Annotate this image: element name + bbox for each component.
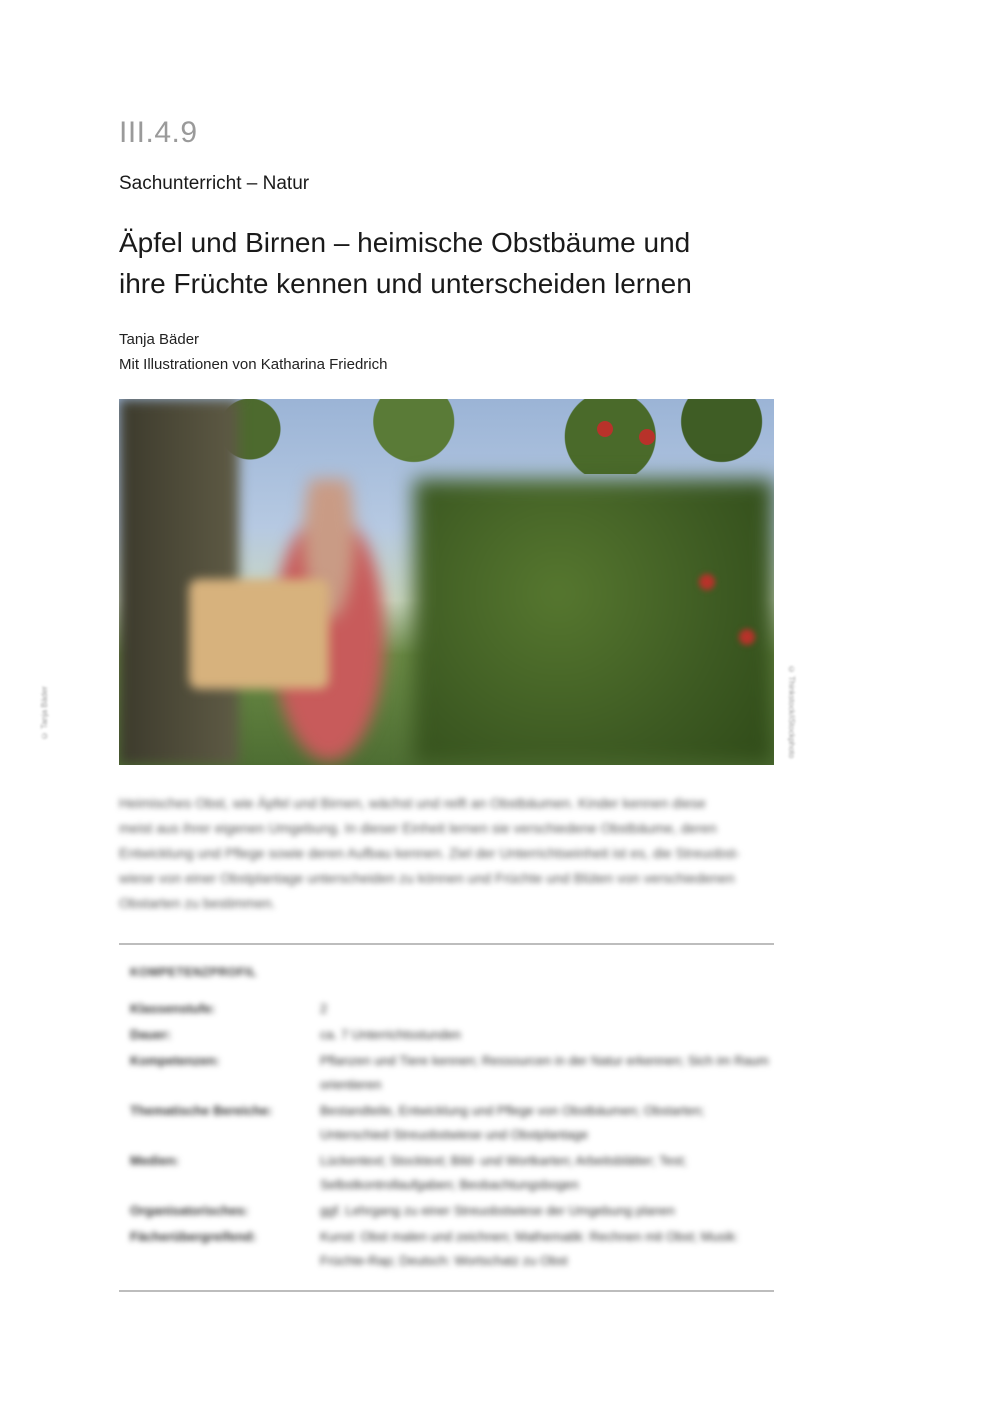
title-line-1: Äpfel und Birnen – heimische Obstbäume und: [119, 227, 691, 258]
table-row: [130, 1099, 770, 1149]
profile-key: Klassenstufe:: [130, 1001, 216, 1016]
profile-value: 2: [320, 1001, 328, 1016]
profile-value: Lückentext; Stocktext; Bild- und Wortkarten; Arbeitsblätter; Test; Selbstkontrollaufgaben; Beobachtungsbogen: [320, 1153, 687, 1192]
profile-key: Medien:: [130, 1153, 180, 1168]
subject-line: Sachunterricht – Natur: [119, 173, 310, 194]
author: Tanja Bäder: [119, 331, 200, 348]
profile-table: [130, 997, 770, 1275]
profile-key: Thematische Bereiche:: [130, 1103, 273, 1118]
photo-apple: [699, 574, 715, 590]
table-row: [130, 1023, 770, 1049]
profile-key: Organisatorisches:: [130, 1203, 249, 1218]
profile-value: ggf. Lehrgang zu einer Streuobstwiese der Umgebung planen: [320, 1203, 675, 1218]
table-row: [130, 997, 770, 1023]
profile-key: Kompetenzen:: [130, 1053, 220, 1068]
photo-apple: [597, 421, 613, 437]
intro-line: Obstarten zu bestimmen.: [119, 895, 276, 911]
intro-paragraph: [119, 791, 779, 916]
intro-line: meist aus ihrer eigenen Umgebung. In dieser Einheit lernen sie verschiedene Obstbäume, deren: [119, 820, 717, 836]
divider-bottom: [119, 1290, 774, 1292]
profile-heading: KOMPETENZPROFIL: [130, 965, 257, 979]
table-row: [130, 1225, 770, 1275]
section-code: III.4.9: [119, 116, 198, 149]
table-row: [130, 1199, 770, 1225]
photo-apple-basket: [189, 579, 329, 689]
profile-value: Bestandteile, Entwicklung und Pflege von Obstbäumen; Obstarten; Unterschied Streuobstwiese und Obstplantage: [320, 1103, 705, 1142]
photo-apple: [639, 429, 655, 445]
photo-apple-tree: [414, 479, 774, 765]
profile-value: ca. 7 Unterrichtsstunden: [320, 1027, 461, 1042]
profile-key: Fächerübergreifend:: [130, 1229, 257, 1244]
photo-credit-left: © Tanja Bäder: [40, 686, 49, 740]
profile-value: Pflanzen und Tiere kennen; Ressourcen in der Natur erkennen; Sich im Raum orientieren: [320, 1053, 769, 1092]
page-title: [119, 222, 819, 304]
intro-line: wiese von einer Obstplantage unterscheiden zu können und Früchte und Blüten von verschiedenen: [119, 870, 735, 886]
competence-profile: [130, 965, 770, 1275]
illustrator: Mit Illustrationen von Katharina Friedrich: [119, 356, 388, 373]
table-row: [130, 1149, 770, 1199]
table-row: [130, 1049, 770, 1099]
divider-top: [119, 943, 774, 945]
photo-credit-right: © Thinkstock/iStockphoto: [787, 665, 796, 759]
intro-line: Entwicklung und Pflege sowie deren Aufbau kennen. Ziel der Unterrichtseinheit ist es, die Streuobst-: [119, 845, 741, 861]
cover-photo: [119, 399, 774, 765]
title-line-2: ihre Früchte kennen und unterscheiden lernen: [119, 268, 692, 299]
profile-key: Dauer:: [130, 1027, 172, 1042]
profile-value: Kunst: Obst malen und zeichnen; Mathematik: Rechnen mit Obst; Musik: Früchte-Rap; Deutsch: Wortschatz zu Obst: [320, 1229, 739, 1268]
intro-line: Heimisches Obst, wie Äpfel und Birnen, wächst und reift an Obstbäumen. Kinder kennen diese: [119, 795, 706, 811]
photo-apple: [739, 629, 755, 645]
